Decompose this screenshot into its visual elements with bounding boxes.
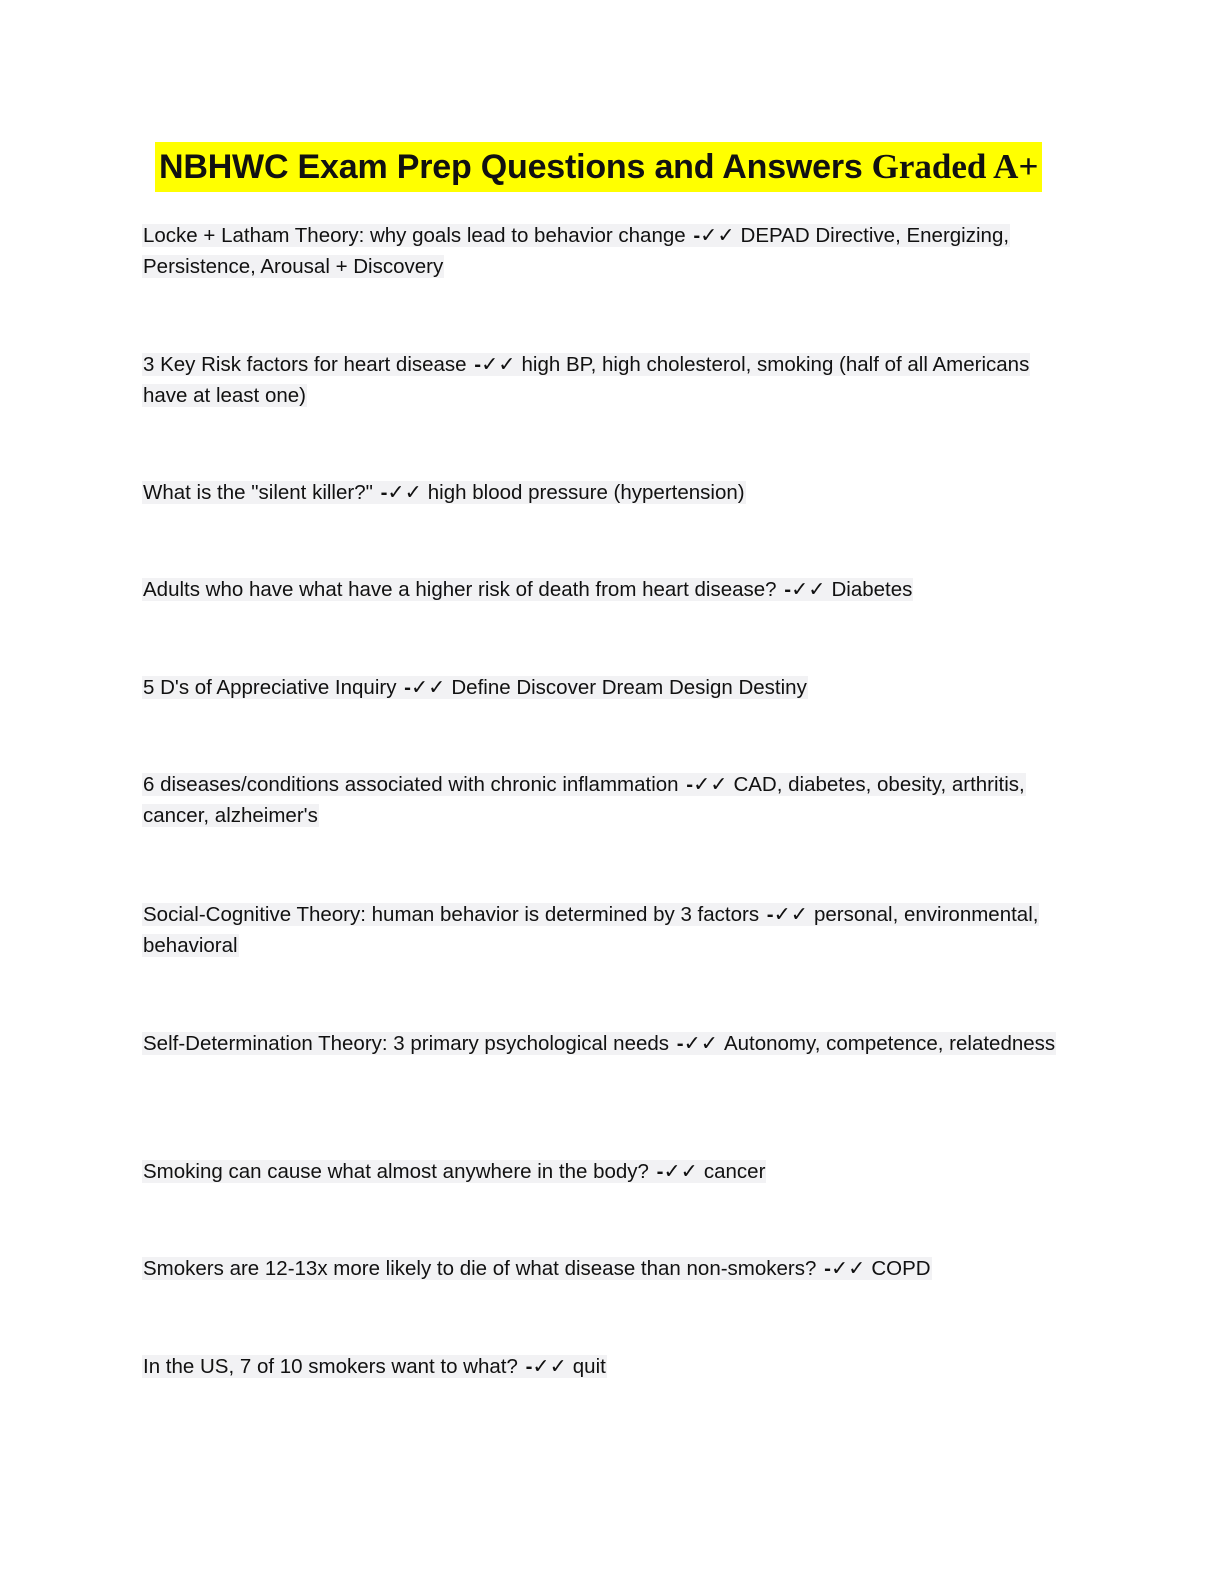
answer-text: COPD	[871, 1257, 931, 1280]
page-title	[155, 142, 1042, 192]
qa-item-8	[142, 1028, 1062, 1059]
answer-text: Diabetes	[831, 578, 913, 601]
answer-text: Autonomy, competence, relatedness	[723, 1032, 1056, 1055]
question-text: Smoking can cause what almost anywhere in the body?	[143, 1160, 649, 1183]
double-check-icon: -✓✓	[824, 1257, 866, 1280]
question-text: Self-Determination Theory: 3 primary psychological needs	[143, 1032, 670, 1055]
qa-item-7	[142, 899, 1062, 961]
answer-text: Define Discover Dream Design Destiny	[451, 676, 807, 699]
question-text: Smokers are 12-13x more likely to die of what disease than non-smokers?	[143, 1257, 817, 1280]
title-grade: Graded A+	[871, 147, 1039, 186]
answer-text: CAD, diabetes, obesity, arthritis, cancer, alzheimer's	[143, 773, 1025, 827]
answer-text: personal, environmental, behavioral	[143, 903, 1039, 957]
qa-item-3	[142, 477, 1062, 508]
double-check-icon: -✓✓	[766, 903, 808, 926]
qa-item-6	[142, 769, 1062, 831]
qa-item-4	[142, 574, 1062, 605]
question-text: Adults who have what have a higher risk of death from heart disease?	[143, 578, 777, 601]
answer-text: quit	[572, 1355, 606, 1378]
answer-text: cancer	[703, 1160, 766, 1183]
question-text: In the US, 7 of 10 smokers want to what?	[143, 1355, 518, 1378]
qa-item-11	[142, 1351, 1062, 1382]
question-text: 3 Key Risk factors for heart disease	[143, 353, 467, 376]
answer-text: DEPAD Directive, Energizing, Persistence, Arousal + Discovery	[143, 224, 1010, 278]
double-check-icon: -✓✓	[474, 353, 516, 376]
answer-text: high BP, high cholesterol, smoking (half of all Americans have at least one)	[143, 353, 1030, 407]
qa-item-9	[142, 1156, 1062, 1187]
answer-text: high blood pressure (hypertension)	[427, 481, 745, 504]
question-text: What is the "silent killer?"	[143, 481, 373, 504]
qa-item-1	[142, 220, 1062, 282]
qa-item-5	[142, 672, 1062, 703]
double-check-icon: -✓✓	[525, 1355, 567, 1378]
question-text: 5 D's of Appreciative Inquiry	[143, 676, 397, 699]
qa-item-2	[142, 349, 1062, 411]
double-check-icon: -✓✓	[693, 224, 735, 247]
question-text: Social-Cognitive Theory: human behavior is determined by 3 factors	[143, 903, 760, 926]
question-text: 6 diseases/conditions associated with chronic inflammation	[143, 773, 679, 796]
double-check-icon: -✓✓	[404, 676, 446, 699]
title-main: NBHWC Exam Prep Questions and Answers	[159, 147, 863, 186]
double-check-icon: -✓✓	[380, 481, 422, 504]
double-check-icon: -✓✓	[686, 773, 728, 796]
qa-item-10	[142, 1253, 1062, 1284]
double-check-icon: -✓✓	[676, 1032, 718, 1055]
question-text: Locke + Latham Theory: why goals lead to behavior change	[143, 224, 686, 247]
double-check-icon: -✓✓	[784, 578, 826, 601]
double-check-icon: -✓✓	[656, 1160, 698, 1183]
